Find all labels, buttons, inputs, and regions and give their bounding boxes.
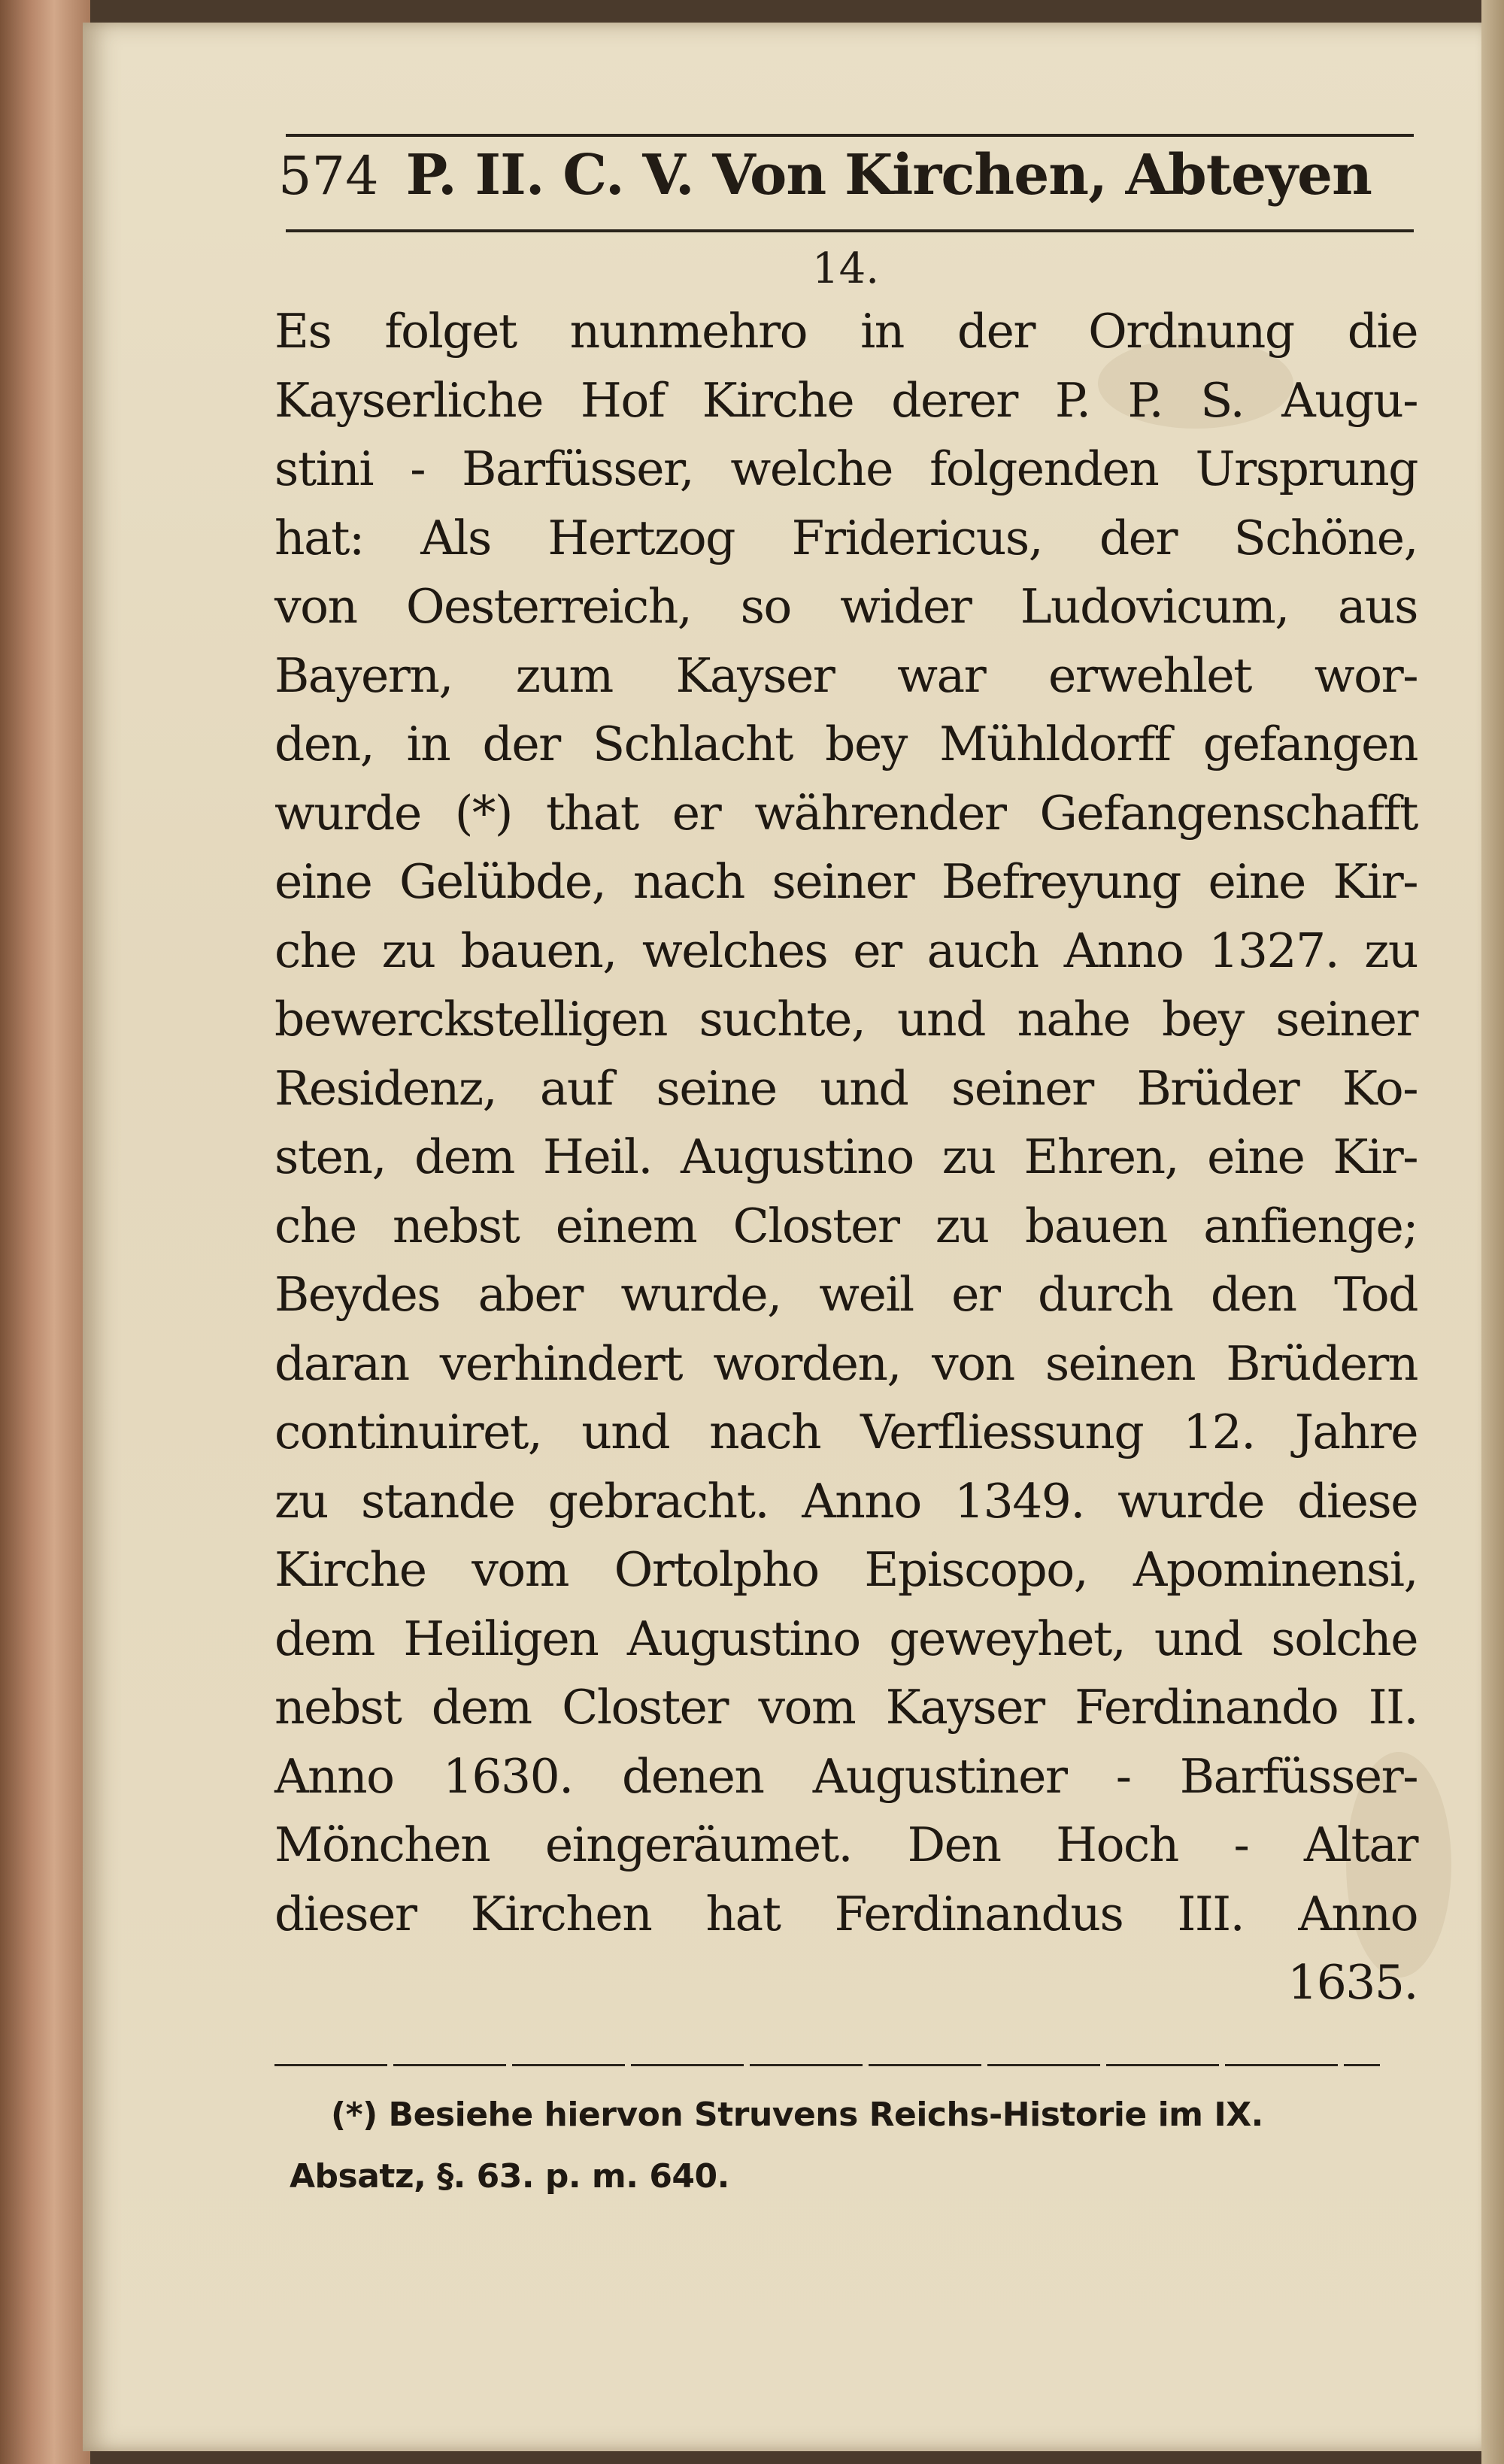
text-line: Beydes aber wurde, weil er durch den Tod bbox=[274, 1267, 1418, 1322]
footnote bbox=[290, 2084, 1406, 2208]
page-header bbox=[278, 143, 1406, 226]
running-title: P. II. C. V. Von Kirchen, Abteyen bbox=[405, 143, 1372, 208]
text-line: zu stande gebracht. Anno 1349. wurde diese bbox=[274, 1473, 1418, 1529]
book-spine-edge bbox=[0, 0, 90, 2464]
footnote-rule bbox=[274, 2064, 1380, 2066]
text-line: daran verhindert worden, von seinen Brüdern bbox=[274, 1335, 1418, 1391]
text-line: bewerckstelligen suchte, und nahe bey seiner bbox=[274, 992, 1418, 1047]
section-number: 14. bbox=[812, 244, 880, 293]
text-line: dem Heiligen Augustino geweyhet, und solche bbox=[274, 1611, 1418, 1666]
text-line: dieser Kirchen hat Ferdinandus III. Anno bbox=[274, 1886, 1418, 1941]
text-line: den, in der Schlacht bey Mühldorff gefangen bbox=[274, 717, 1418, 771]
text-line: che zu bauen, welches er auch Anno 1327. zu bbox=[274, 923, 1418, 978]
text-line: Kayserliche Hof Kirche derer P. P. S. Augu- bbox=[274, 372, 1418, 428]
catchword: 1635. bbox=[1287, 1955, 1418, 2010]
body-text bbox=[274, 297, 1418, 2017]
header-top-rule bbox=[286, 134, 1414, 137]
text-line: nebst dem Closter vom Kayser Ferdinando II. bbox=[274, 1680, 1418, 1735]
text-line: Kirche vom Ortolpho Episcopo, Apominensi, bbox=[274, 1542, 1418, 1597]
text-line: Residenz, auf seine und seiner Brüder Ko- bbox=[274, 1060, 1418, 1116]
text-line: eine Gelübde, nach seiner Befreyung eine Kir- bbox=[274, 854, 1418, 909]
page-number: 574 bbox=[278, 145, 379, 207]
text-line: Es folget nunmehro in der Ordnung die bbox=[274, 304, 1418, 359]
footnote-line: Absatz, §. 63. p. m. 640. bbox=[290, 2157, 729, 2196]
page-right-edge bbox=[1481, 0, 1504, 2464]
text-line: Mönchen eingeräumet. Den Hoch - Altar bbox=[274, 1817, 1418, 1872]
text-line: che nebst einem Closter zu bauen anfienge; bbox=[274, 1198, 1418, 1253]
text-line: wurde (*) that er währender Gefangenschafft bbox=[274, 785, 1418, 841]
footnote-line: (*) Besiehe hiervon Struvens Reichs-Historie im IX. bbox=[331, 2096, 1263, 2134]
text-line: sten, dem Heil. Augustino zu Ehren, eine Kir- bbox=[274, 1129, 1418, 1184]
text-line: von Oesterreich, so wider Ludovicum, aus bbox=[274, 579, 1418, 634]
text-line: hat: Als Hertzog Fridericus, der Schöne, bbox=[274, 510, 1418, 565]
text-line: Bayern, zum Kayser war erwehlet wor- bbox=[274, 647, 1418, 703]
text-line: stini - Barfüsser, welche folgenden Ursprung bbox=[274, 441, 1418, 496]
header-bottom-rule bbox=[286, 229, 1414, 232]
text-line: Anno 1630. denen Augustiner - Barfüsser- bbox=[274, 1748, 1418, 1804]
text-line: continuiret, und nach Verfliessung 12. Jahre bbox=[274, 1405, 1418, 1459]
